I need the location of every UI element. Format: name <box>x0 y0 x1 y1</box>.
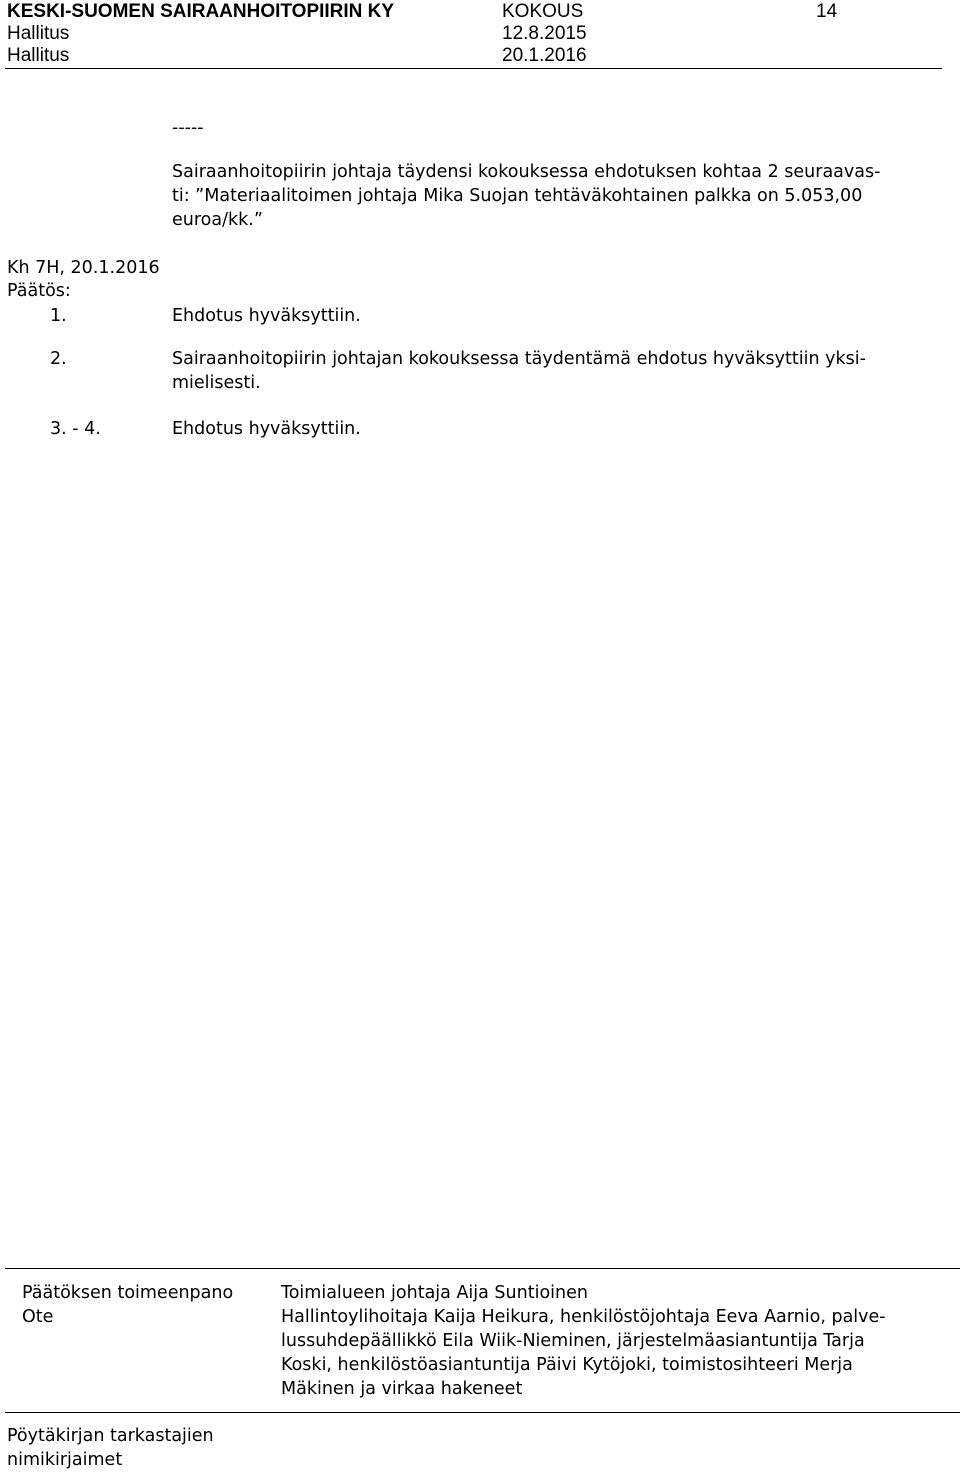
decision-line: Ehdotus hyväksyttiin. <box>172 419 361 439</box>
header-date-2: 20.1.2016 <box>502 45 587 66</box>
header-divider <box>5 68 942 69</box>
supplement-paragraph <box>172 160 960 232</box>
decision-number: 1. <box>50 306 67 326</box>
page-number: 14 <box>816 1 838 22</box>
meeting-reference: Kh 7H, 20.1.2016 <box>7 258 160 278</box>
header-body-2: Hallitus <box>7 45 70 66</box>
footer-divider <box>5 1268 960 1269</box>
implementation-label: Päätöksen toimeenpano <box>22 1283 234 1303</box>
supplement-line: Sairaanhoitopiirin johtaja täydensi kokouksessa ehdotuksen kohtaa 2 seuraavas- <box>172 162 881 182</box>
header-body-1: Hallitus <box>7 23 70 44</box>
decision-line: mielisesti. <box>172 373 261 393</box>
extract-line: Koski, henkilöstöasiantuntija Päivi Kytöjoki, toimistosihteeri Merja <box>281 1355 853 1375</box>
decision-text <box>172 347 960 395</box>
decision-number: 2. <box>50 349 67 369</box>
extract-recipients <box>281 1305 960 1401</box>
extract-line: lussuhdepäällikkö Eila Wiik-Nieminen, järjestelmäasiantuntija Tarja <box>281 1331 865 1351</box>
decision-text <box>172 417 960 441</box>
decision-label: Päätös: <box>7 281 71 301</box>
extract-line: Hallintoylihoitaja Kaija Heikura, henkilöstöjohtaja Eeva Aarnio, palve- <box>281 1307 886 1327</box>
signatures-label <box>7 1424 214 1472</box>
signatures-label-line: nimikirjaimet <box>7 1450 123 1470</box>
organization-name: KESKI-SUOMEN SAIRAANHOITOPIIRIN KY <box>7 1 395 22</box>
extract-label: Ote <box>22 1307 54 1327</box>
signature-divider <box>5 1412 960 1413</box>
supplement-line: ti: ”Materiaalitoimen johtaja Mika Suojan tehtäväkohtainen palkka on 5.053,00 <box>172 186 863 206</box>
meeting-label: KOKOUS <box>502 1 584 22</box>
separator-dashes: ----- <box>172 118 204 138</box>
decision-line: Ehdotus hyväksyttiin. <box>172 306 361 326</box>
decision-text <box>172 304 960 328</box>
implementation-value: Toimialueen johtaja Aija Suntioinen <box>281 1283 588 1303</box>
decision-number: 3. - 4. <box>50 419 101 439</box>
extract-line: Mäkinen ja virkaa hakeneet <box>281 1379 523 1399</box>
signatures-label-line: Pöytäkirjan tarkastajien <box>7 1426 214 1446</box>
supplement-line: euroa/kk.” <box>172 210 263 230</box>
decision-line: Sairaanhoitopiirin johtajan kokouksessa täydentämä ehdotus hyväksyttiin yksi- <box>172 349 866 369</box>
header-date-1: 12.8.2015 <box>502 23 587 44</box>
